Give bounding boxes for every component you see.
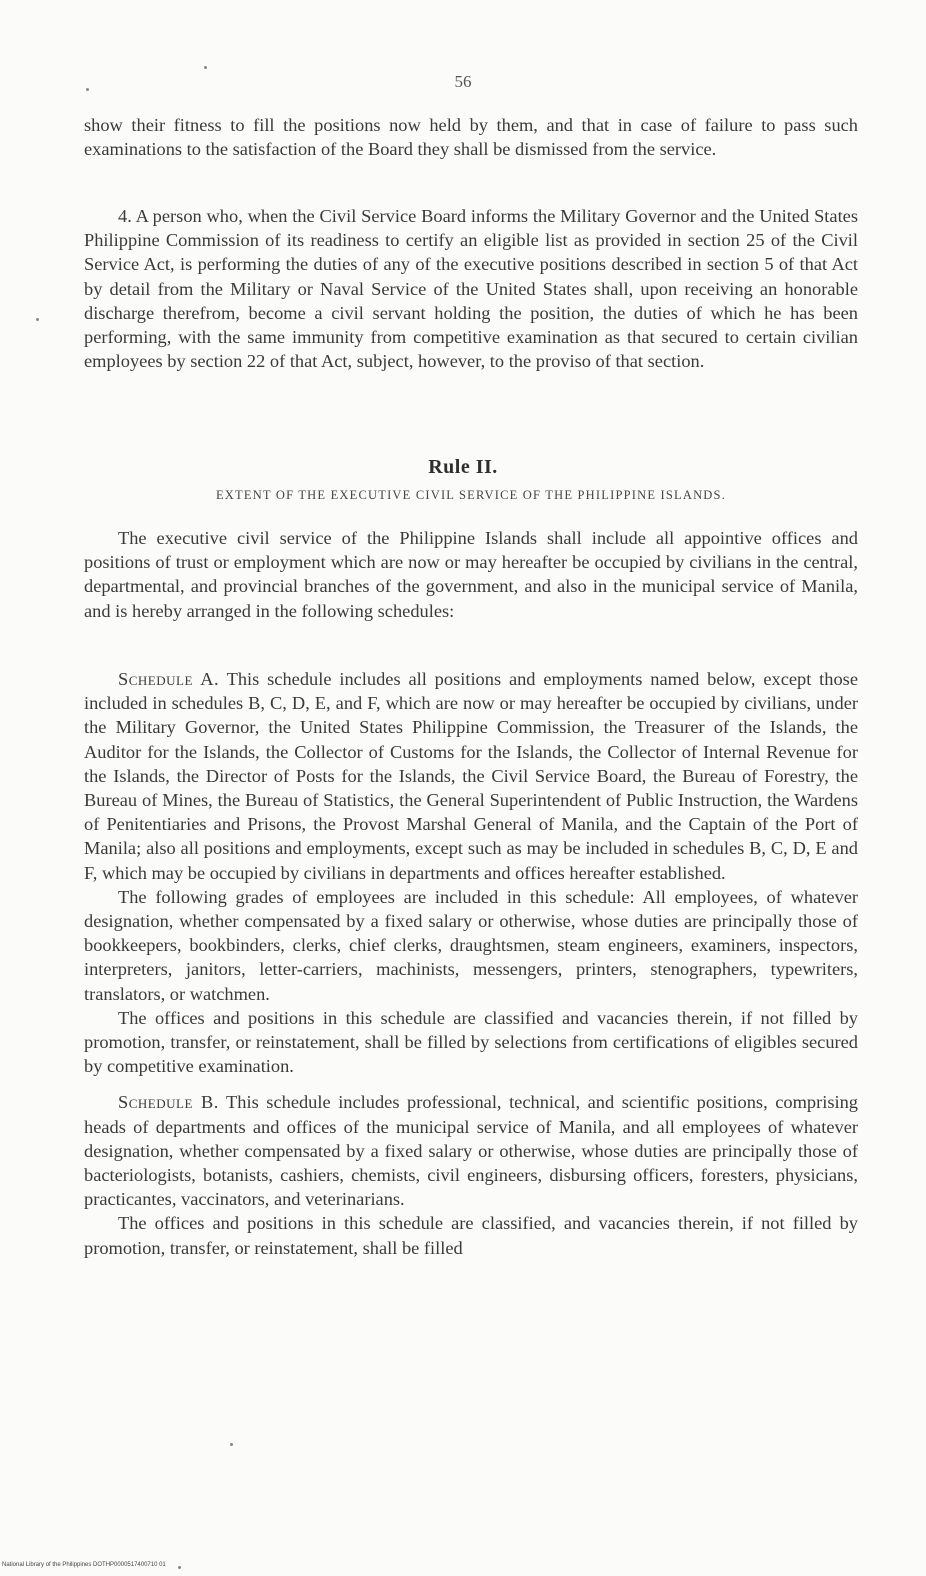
rule-heading: Rule II.	[428, 456, 498, 478]
schedule-b-filling: The offices and positions in this schedule are classified, and vacancies therein, if not filled by promotion, transfer, or reinstatement, shall be filled	[84, 1213, 858, 1258]
paragraph-4	[84, 204, 858, 373]
page-speck	[178, 1566, 181, 1569]
page-speck	[230, 1443, 233, 1446]
page-number: 56	[454, 72, 472, 91]
rule-subheading: EXTENT OF THE EXECUTIVE CIVIL SERVICE OF THE PHILIPPINE ISLANDS.	[215, 488, 727, 502]
schedule-b-paragraph	[84, 1090, 858, 1211]
schedule-a-paragraph	[84, 667, 858, 885]
schedule-a-filling: The offices and positions in this schedule are classified and vacancies therein, if not filled by promotion, transfer, or reinstatement, shall be filled by selections from certifications of eligibles secured by competitive examination.	[84, 1007, 858, 1077]
page-speck	[86, 88, 89, 91]
page-speck	[36, 318, 39, 321]
continuation-paragraph	[84, 113, 858, 161]
schedule-a-section	[84, 667, 858, 1260]
paragraph-4-text: 4. A person who, when the Civil Service Board informs the Military Governor and the United States Philippine Commission of its readiness to certify an eligible list as provided in section 25 of the Civil Service Act, is performing the duties of any of the executive positions described in section 5 of that Act by detail from the Military or Naval Service of the United States shall, upon receiving an honorable discharge therefrom, become a civil servant holding the position, the duties of which he has been performing, with the same immunity from competitive examination as that secured to certain civilian employees by section 22 of that Act, subject, however, to the proviso of that section.	[84, 206, 858, 372]
rule-intro-paragraph	[84, 526, 858, 623]
schedule-a-label: Schedule A.	[118, 669, 220, 689]
schedule-a-grades: The following grades of employees are included in this schedule: All employees, of whatever designation, whether compensated by a fixed salary or otherwise, whose duties are principally those of bookkeepers, bookbinders, clerks, chief clerks, draughtsmen, steam engineers, examiners, inspectors, interpreters, janitors, letter-carriers, machinists, messengers, printers, stenographers, typewriters, translators, or watchmen.	[84, 886, 858, 1004]
rule-intro-text: The executive civil service of the Philippine Islands shall include all appointive offices and positions of trust or employment which are now or may hereafter be occupied by civilians in the central, departmental, and provincial branches of the government, and also in the municipal service of Manila, and is hereby arranged in the following schedules:	[84, 528, 858, 621]
schedule-b-text: This schedule includes professional, technical, and scientific positions, comprising heads of departments and offices of the municipal service of Manila, and all employees of whatever designation, whether compensated by a fixed salary or otherwise, whose duties are principally those of bacteriologists, botanists, cashiers, chemists, civil engineers, disbursing officers, foresters, physicians, practicantes, vaccinators, and veterinarians.	[84, 1092, 858, 1210]
page-speck	[204, 66, 207, 69]
schedule-b-label: Schedule B.	[118, 1092, 219, 1113]
continuation-text: show their fitness to fill the positions now held by them, and that in case of failure to pass such examinations to the satisfaction of the Board they shall be dismissed from the service.	[84, 115, 858, 160]
schedule-a-text: This schedule includes all positions and employments named below, except those included in schedules B, C, D, E, and F, which are now or may hereafter be occupied by civilians, under the Military Governor, the United States Philippine Commission, the Treasurer of the Islands, the Auditor for the Islands, the Collector of Customs for the Islands, the Collector of Internal Revenue for the Islands, the Director of Posts for the Islands, the Civil Service Board, the Bureau of Forestry, the Bureau of Mines, the Bureau of Statistics, the General Superintendent of Public Instruction, the Wardens of Penitentiaries and Prisons, the Provost Marshal General of Manila, and the Captain of the Port of Manila; also all positions and employments, except such as may be included in schedules B, C, D, E and F, which may be occupied by civilians in departments and offices hereafter established.	[84, 669, 858, 883]
footer-credit: National Library of the Philippines DOTHP0000517400710 01	[2, 1562, 166, 1568]
